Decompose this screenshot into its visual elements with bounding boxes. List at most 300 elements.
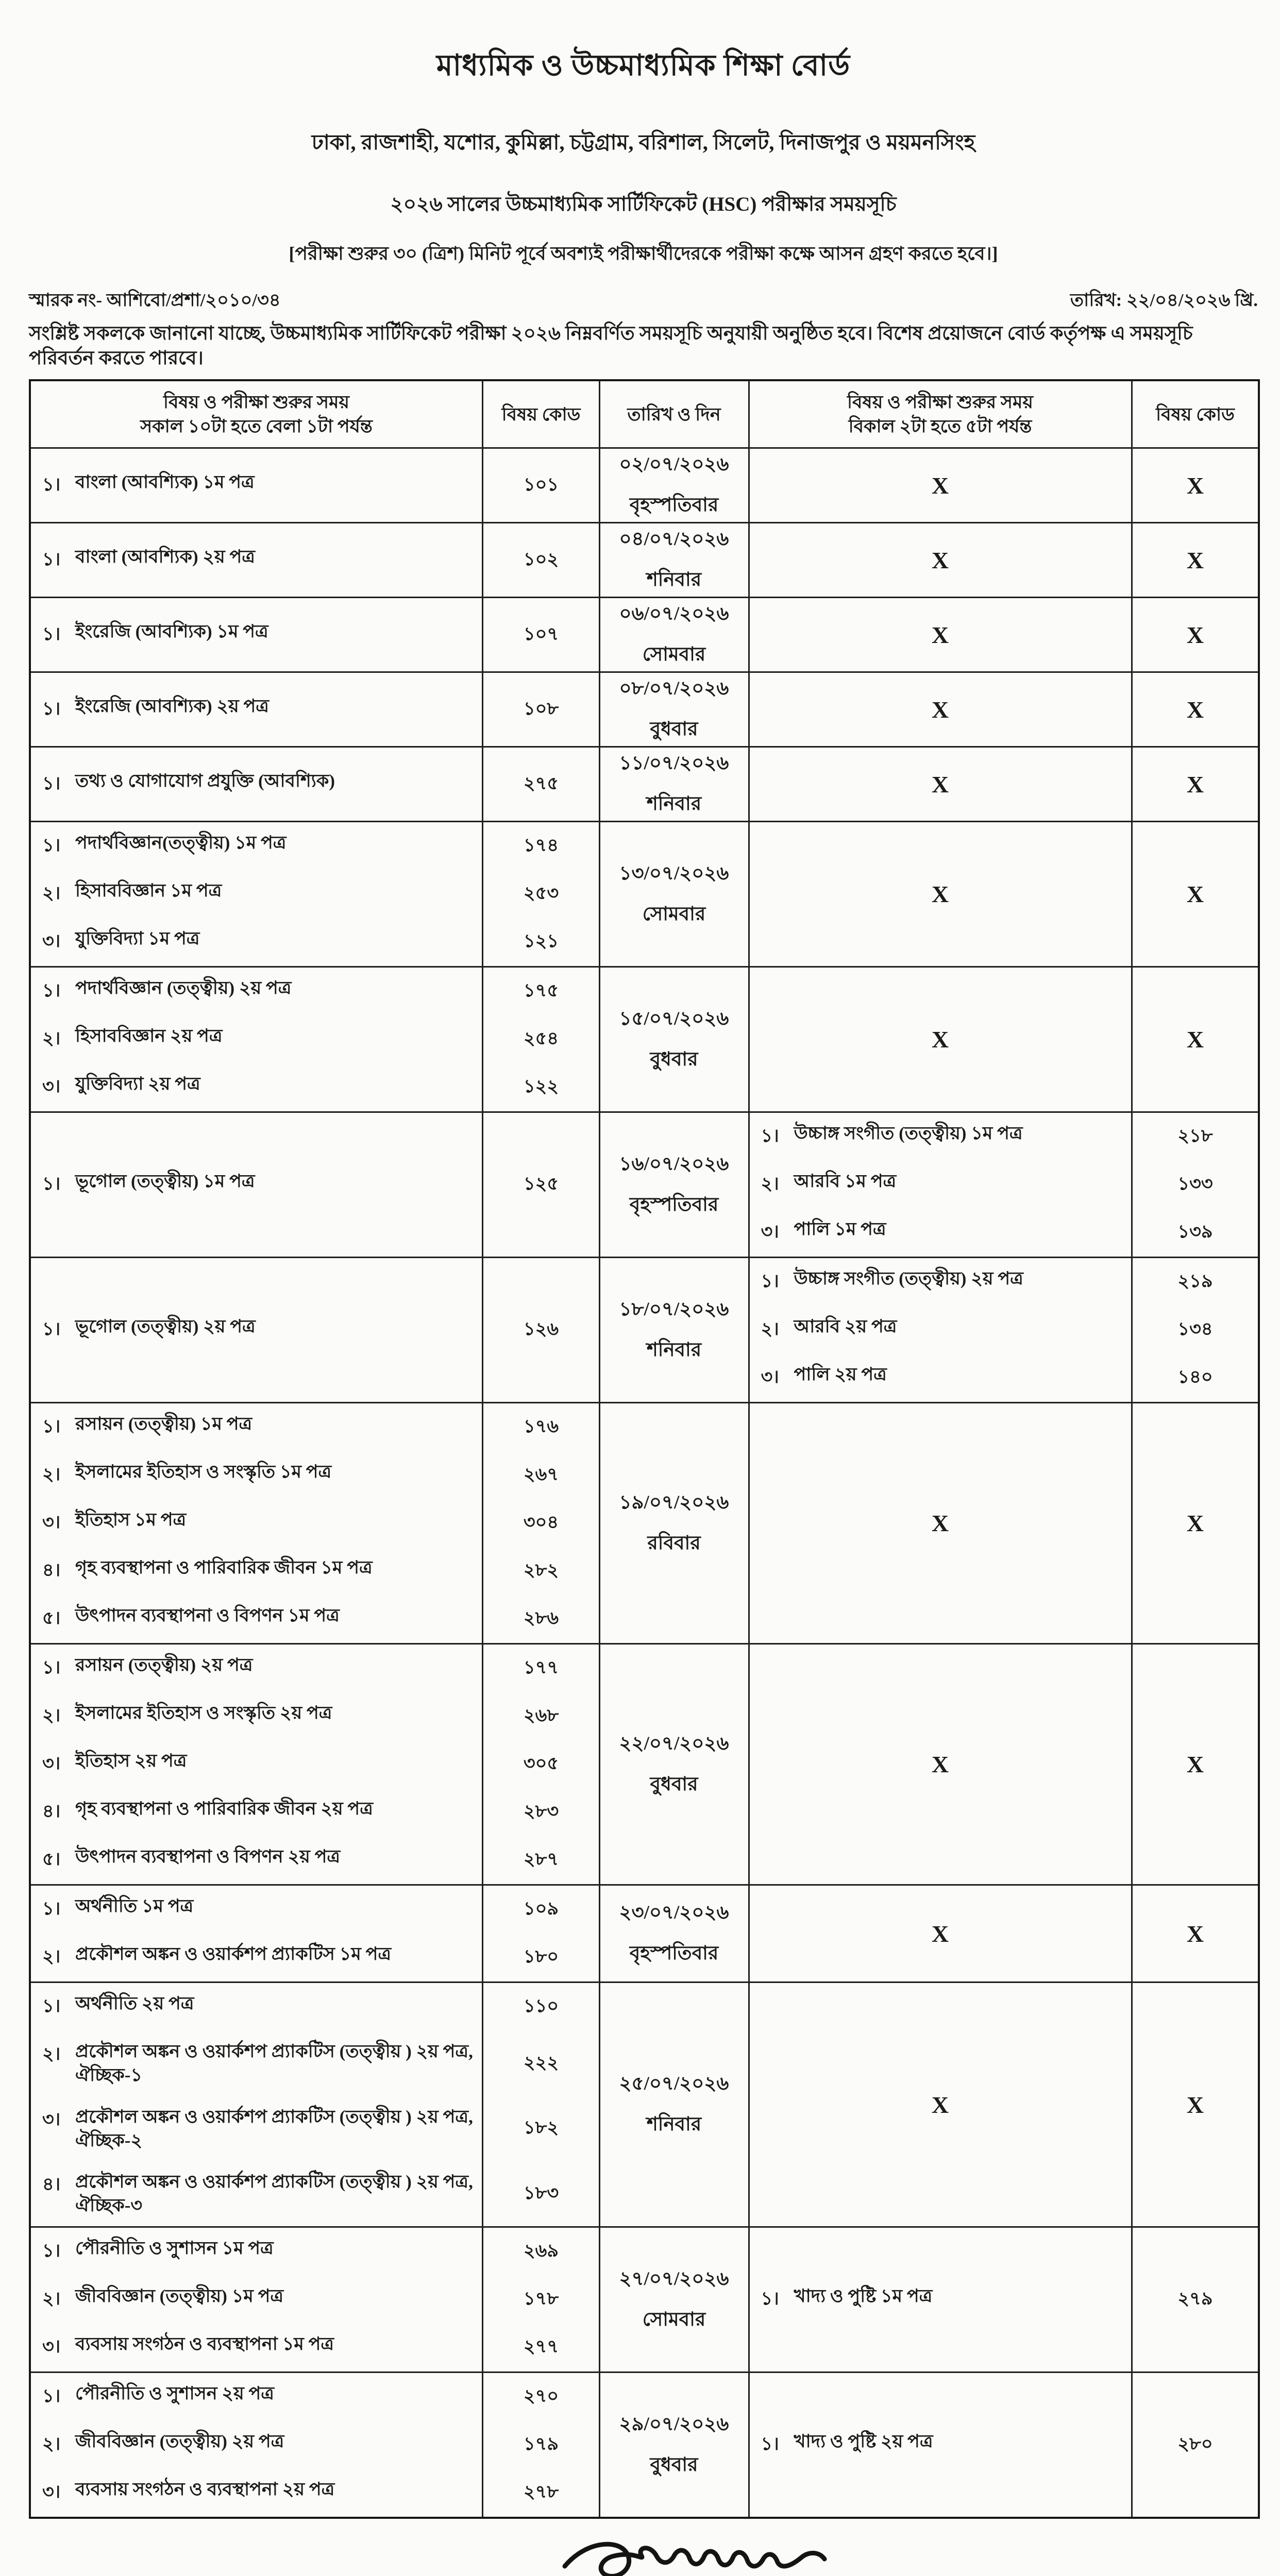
exam-day: সোমবার <box>642 903 706 925</box>
notice-paragraph: সংশ্লিষ্ট সকলকে জানানো যাচ্ছে, উচ্চমাধ্যমিক সার্টিফিকেট পরীক্ষা ২০২৬ নিম্নবর্ণিত সময়সূচি অনুযায়ী অনুষ্ঠিত হবে। বিশেষ প্রয়োজনে বোর্ড কর্তৃপক্ষ এ সময়সূচি পরিবর্তন করতে পারবে। <box>29 323 1193 369</box>
subject-code: ২৬৮ <box>523 1705 559 1726</box>
subject-name: গৃহ ব্যবস্থাপনা ও পারিবারিক জীবন ১ম পত্র <box>75 1557 373 1578</box>
subject-row <box>31 2421 600 2469</box>
afternoon-x-mark: X <box>931 472 949 499</box>
subject-code-list <box>750 1258 1260 1402</box>
subject-line <box>31 2096 482 2161</box>
subject-code: ২৫৪ <box>523 1028 559 1049</box>
subject-code: ২৭০ <box>523 2386 559 2406</box>
subject-cell <box>31 1886 482 1934</box>
exam-date: ২৫/০৭/২০২৬ <box>619 2073 729 2095</box>
subject-serial: ৪। <box>42 1801 61 1822</box>
afternoon-cell <box>749 1112 1259 1258</box>
afternoon-code-x-mark: X <box>1186 472 1204 499</box>
table-row <box>30 1982 1259 2227</box>
subject-name: ইংরেজি (আবশ্যিক) ১ম পত্র <box>75 621 268 641</box>
subject-line <box>31 2031 482 2096</box>
exam-date: ১৩/০৭/২০২৬ <box>619 862 729 884</box>
subject-cell <box>750 1161 1131 1209</box>
subject-serial: ৩। <box>42 1076 61 1097</box>
subject-code: ১২২ <box>523 1076 559 1097</box>
subject-serial: ২। <box>42 883 61 904</box>
subject-row <box>750 1209 1260 1257</box>
subject-name: ইসলামের ইতিহাস ও সংস্কৃতি ১ম পত্র <box>75 1462 332 1482</box>
date-cell <box>599 2372 749 2518</box>
subject-serial: ১। <box>761 1126 779 1146</box>
subject-name: ইসলামের ইতিহাস ও সংস্কৃতি ২য় পত্র <box>75 1703 332 1723</box>
subject-serial: ২। <box>42 1705 61 1726</box>
exam-date: ০৪/০৭/২০২৬ <box>619 529 729 550</box>
subject-name: উৎপাদন ব্যবস্থাপনা ও বিপণন ২য় পত্র <box>75 1846 341 1867</box>
subject-code-list-body <box>750 2421 1260 2469</box>
subject-serial: ১। <box>42 1657 61 1678</box>
subject-line <box>31 918 482 966</box>
subject-code: ১৮৩ <box>523 2182 559 2203</box>
subject-cell <box>31 1306 482 1354</box>
subject-line <box>750 1258 1131 1306</box>
subject-row <box>31 1983 600 2031</box>
morning-cell <box>30 1644 599 1885</box>
subject-cell <box>31 1063 482 1111</box>
date-cell <box>599 967 749 1112</box>
morning-cell <box>30 523 599 598</box>
subject-code: ২৮৩ <box>523 1801 559 1822</box>
table-row <box>30 2227 1259 2372</box>
subject-code: ১৮০ <box>523 1946 559 1967</box>
subject-code-list <box>750 2421 1260 2469</box>
subject-serial: ৩। <box>42 1512 61 1533</box>
x-row <box>750 1510 1260 1537</box>
subject-code: ১০৮ <box>523 698 559 719</box>
header-subject-code-afternoon: বিষয় কোড <box>1156 404 1235 425</box>
subject-cell <box>31 2096 482 2161</box>
afternoon-cell <box>749 747 1259 822</box>
subject-serial: ১। <box>42 623 61 644</box>
subject-code: ১৩৩ <box>1177 1174 1213 1194</box>
subject-line <box>31 1983 482 2031</box>
subject-row <box>31 686 600 734</box>
subject-code: ২৭৯ <box>1177 2289 1213 2309</box>
subject-serial: ১। <box>42 1174 61 1194</box>
subject-cell <box>31 611 482 659</box>
subject-row <box>31 1645 600 1692</box>
subject-cell <box>31 1692 482 1740</box>
afternoon-cell <box>749 1644 1259 1885</box>
afternoon-code-x-mark: X <box>1186 771 1204 798</box>
afternoon-cell <box>749 967 1259 1112</box>
afternoon-code-x-mark: X <box>1186 547 1204 573</box>
subject-code: ২৭৮ <box>523 2482 559 2502</box>
subject-serial: ১। <box>42 1416 61 1437</box>
afternoon-x-block <box>750 771 1260 798</box>
subject-serial: ২। <box>42 1028 61 1049</box>
subject-serial: ৩। <box>761 1367 779 1387</box>
subject-serial: ১। <box>761 2289 779 2309</box>
subject-cell <box>31 1015 482 1063</box>
subject-cell <box>31 1547 482 1595</box>
subject-cell <box>750 1306 1131 1354</box>
subject-code: ৩০৪ <box>523 1512 559 1533</box>
subject-line <box>31 2228 482 2276</box>
subject-line <box>31 1788 482 1836</box>
subject-code: ১২১ <box>523 931 559 952</box>
subject-row <box>31 2161 600 2226</box>
subject-name: হিসাববিজ্ঞান ২য় পত্র <box>75 1026 223 1046</box>
afternoon-x-mark: X <box>931 1026 949 1053</box>
exam-date: ১৮/০৭/২০২৬ <box>619 1298 729 1320</box>
exam-day: রবিবার <box>647 1532 701 1554</box>
afternoon-x-body <box>750 547 1260 574</box>
afternoon-x-block <box>750 472 1260 499</box>
subject-code-list <box>31 760 600 808</box>
subject-row <box>31 1403 600 1451</box>
subject-row <box>31 1063 600 1111</box>
subject-row <box>31 1499 600 1547</box>
exam-date: ২৭/০৭/২০২৬ <box>619 2268 729 2290</box>
subject-code: ২৬৯ <box>523 2241 559 2261</box>
subject-serial: ২। <box>42 2044 61 2064</box>
subject-code: ১০৭ <box>523 623 559 644</box>
subject-cell <box>750 1209 1131 1257</box>
subject-code: ২৭৫ <box>523 773 559 793</box>
subject-name: উচ্চাঙ্গ সংগীত (তত্ত্বীয়) ২য় পত্র <box>794 1268 1023 1289</box>
exam-day: বৃহস্পতিবার <box>629 1194 719 1215</box>
afternoon-x-block <box>750 1751 1260 1778</box>
table-row <box>30 2372 1259 2518</box>
afternoon-x-mark: X <box>931 696 949 723</box>
subject-name: যুক্তিবিদ্যা ১ম পত্র <box>75 928 200 949</box>
subject-cell <box>31 968 482 1015</box>
afternoon-x-mark: X <box>931 881 949 908</box>
subject-line <box>31 2469 482 2517</box>
header-morning-subject-label: বিষয় ও পরীক্ষা শুরুর সময় <box>163 392 350 412</box>
schedule-table <box>29 379 1260 2519</box>
subject-row <box>750 2421 1260 2469</box>
subject-code: ১৭৪ <box>523 835 559 856</box>
subject-serial: ১। <box>42 980 61 1001</box>
afternoon-x-mark: X <box>931 621 949 648</box>
subject-code-list-body <box>31 2373 600 2517</box>
subject-name: হিসাববিজ্ঞান ১ম পত্র <box>75 880 222 901</box>
subject-serial: ১। <box>42 2386 61 2406</box>
x-row <box>750 1026 1260 1053</box>
subject-serial: ৩। <box>42 1753 61 1774</box>
subject-row <box>31 1015 600 1063</box>
x-row <box>750 880 1260 908</box>
subject-code: ২১৯ <box>1177 1271 1213 1292</box>
subject-cell <box>31 2324 482 2371</box>
subject-code: ১০৯ <box>523 1899 559 1919</box>
subject-name: উৎপাদন ব্যবস্থাপনা ও বিপণন ১ম পত্র <box>75 1605 340 1626</box>
subject-code: ১৭৮ <box>523 2289 559 2309</box>
subject-line <box>31 2421 482 2469</box>
subject-cell <box>31 1645 482 1692</box>
x-row <box>750 547 1260 574</box>
header-subject-code-morning: বিষয় কোড <box>501 404 581 425</box>
board-title: মাধ্যমিক ও উচ্চমাধ্যমিক শিক্ষা বোর্ড <box>436 49 851 82</box>
subject-cell <box>31 1788 482 1836</box>
subject-name: ইতিহাস ১ম পত্র <box>75 1510 187 1530</box>
exam-date: ১৬/০৭/২০২৬ <box>619 1153 729 1175</box>
afternoon-x-block <box>750 1920 1260 1947</box>
morning-cell <box>30 2372 599 2518</box>
subject-code-list <box>31 1161 600 1209</box>
afternoon-x-body <box>750 1751 1260 1778</box>
subject-serial: ১। <box>761 2434 779 2454</box>
subject-name: ইংরেজি (আবশ্যিক) ২য় পত্র <box>75 696 269 716</box>
afternoon-cell <box>749 598 1259 672</box>
subject-code-list-body <box>31 1886 600 1981</box>
subject-serial: ১। <box>42 835 61 856</box>
subject-code-list-body <box>31 1983 600 2226</box>
header-afternoon-block <box>749 380 1259 448</box>
subject-line <box>31 1063 482 1111</box>
subject-name: প্রকৌশল অঙ্কন ও ওয়ার্কশপ প্র্যাকটিস (তত্ত্বীয় ) ২য় পত্র, ঐচ্ছিক-১ <box>75 2041 473 2086</box>
subject-serial: ১। <box>42 2241 61 2261</box>
subject-name: আরবি ১ম পত্র <box>794 1171 897 1192</box>
subject-line <box>31 870 482 918</box>
subject-name: জীববিজ্ঞান (তত্ত্বীয়) ১ম পত্র <box>75 2286 284 2307</box>
seating-instruction: [পরীক্ষা শুরুর ৩০ (ত্রিশ) মিনিট পূর্বে অবশ্যই পরীক্ষার্থীদেরকে পরীক্ষা কক্ষে আসন গ্রহণ করতে হবে।] <box>289 243 998 264</box>
subject-code: ৩০৫ <box>523 1753 559 1774</box>
x-row <box>750 771 1260 798</box>
memo-number: স্মারক নং- আশিবো/প্রশা/২০১০/৩৪ <box>29 290 281 310</box>
afternoon-x-block <box>750 696 1260 723</box>
morning-cell <box>30 967 599 1112</box>
afternoon-cell <box>749 822 1259 967</box>
subject-code-list-body <box>31 968 600 1111</box>
subject-row <box>31 918 600 966</box>
afternoon-x-mark: X <box>931 771 949 798</box>
subject-serial: ৩। <box>42 2482 61 2502</box>
exam-day: শনিবার <box>646 1339 702 1361</box>
subject-row <box>31 1161 600 1209</box>
morning-cell <box>30 747 599 822</box>
subject-row <box>750 1306 1260 1354</box>
exam-date: ১১/০৭/২০২৬ <box>619 753 729 774</box>
x-row <box>750 1751 1260 1778</box>
subject-cell <box>750 1258 1131 1306</box>
subject-line <box>31 1692 482 1740</box>
subject-code-list-body <box>31 760 600 808</box>
subject-serial: ১। <box>42 1899 61 1919</box>
subject-code: ১৭৭ <box>523 1657 559 1678</box>
subject-serial: ৪। <box>42 2174 61 2194</box>
subject-row <box>750 1258 1260 1306</box>
subject-code-list-body <box>31 536 600 584</box>
date-cell <box>599 598 749 672</box>
table-row <box>30 448 1259 523</box>
subject-name: রসায়ন (তত্ত্বীয়) ১ম পত্র <box>75 1414 252 1434</box>
subject-line <box>31 2276 482 2324</box>
subject-row <box>750 1113 1260 1161</box>
subject-code: ১৩৯ <box>1177 1222 1213 1242</box>
header-afternoon-subject-label: বিষয় ও পরীক্ষা শুরুর সময় <box>847 392 1034 412</box>
afternoon-code-x-mark: X <box>1186 1026 1204 1053</box>
subject-serial: ১। <box>42 1319 61 1340</box>
subject-code: ১৭৯ <box>523 2434 559 2454</box>
subject-serial: ৪। <box>42 1560 61 1581</box>
table-row <box>30 1403 1259 1644</box>
x-row <box>750 696 1260 723</box>
subject-line <box>31 968 482 1015</box>
subject-line <box>31 1595 482 1643</box>
subject-code-list-body <box>750 1113 1260 1257</box>
afternoon-x-body <box>750 880 1260 908</box>
subject-code: ২৭৭ <box>523 2336 559 2357</box>
subject-code-list <box>31 536 600 584</box>
morning-cell <box>30 2227 599 2372</box>
subject-code: ১০১ <box>523 474 559 495</box>
subject-name: গৃহ ব্যবস্থাপনা ও পারিবারিক জীবন ২য় পত্র <box>75 1799 373 1819</box>
afternoon-x-block <box>750 880 1260 908</box>
exam-date: ২৩/০৭/২০২৬ <box>619 1902 729 1924</box>
subject-serial: ৩। <box>42 2109 61 2129</box>
afternoon-x-mark: X <box>931 2091 949 2118</box>
afternoon-x-block <box>750 2091 1260 2119</box>
subject-code-list-body <box>31 462 600 510</box>
board-names: ঢাকা, রাজশাহী, যশোর, কুমিল্লা, চট্টগ্রাম, বরিশাল, সিলেট, দিনাজপুর ও ময়মনসিংহ <box>311 130 975 154</box>
subject-cell <box>31 2373 482 2421</box>
exam-day: শনিবার <box>646 793 702 815</box>
header-afternoon-time-label: বিকাল ২টা হতে ৫টা পর্যন্ত <box>848 416 1032 437</box>
subject-serial: ২। <box>42 1946 61 1967</box>
subject-code: ১৮২ <box>523 2117 559 2138</box>
subject-name: ব্যবসায় সংগঠন ও ব্যবস্থাপনা ২য় পত্র <box>75 2479 335 2500</box>
subject-code: ২৮৭ <box>523 1849 559 1870</box>
table-row <box>30 1644 1259 1885</box>
afternoon-cell <box>749 448 1259 523</box>
table-row <box>30 523 1259 598</box>
subject-code-list-body <box>31 686 600 734</box>
subject-code: ২৮০ <box>1177 2434 1213 2454</box>
signature <box>549 2526 838 2576</box>
subject-cell <box>31 2276 482 2324</box>
table-row <box>30 747 1259 822</box>
afternoon-cell <box>749 2227 1259 2372</box>
subject-line <box>31 822 482 870</box>
subject-row <box>31 2276 600 2324</box>
subject-serial: ৩। <box>42 2336 61 2357</box>
subject-line <box>750 2421 1131 2469</box>
subject-row <box>31 1740 600 1788</box>
subject-code-list <box>31 1306 600 1354</box>
subject-name: অর্থনীতি ১ম পত্র <box>75 1896 194 1917</box>
subject-line <box>31 2161 482 2226</box>
table-row <box>30 822 1259 967</box>
morning-cell <box>30 672 599 747</box>
date-cell <box>599 1258 749 1403</box>
afternoon-x-body <box>750 1510 1260 1537</box>
subject-serial: ২। <box>761 1174 779 1194</box>
subject-line <box>31 1934 482 1981</box>
subject-line <box>31 686 482 734</box>
subject-code-list <box>31 2228 600 2371</box>
subject-name: জীববিজ্ঞান (তত্ত্বীয়) ২য় পত্র <box>75 2431 284 2452</box>
subject-row <box>31 611 600 659</box>
subject-code-list-body <box>31 1161 600 1209</box>
afternoon-code-x-mark: X <box>1186 621 1204 648</box>
subject-line <box>750 1209 1131 1257</box>
subject-code-list-body <box>31 611 600 659</box>
subject-name: অর্থনীতি ২য় পত্র <box>75 1993 194 2014</box>
subject-code: ১০২ <box>523 549 559 569</box>
subject-code: ১২৫ <box>523 1174 559 1194</box>
subject-row <box>31 968 600 1015</box>
subject-cell <box>750 1354 1131 1402</box>
subject-row <box>31 1886 600 1934</box>
subject-cell <box>31 2421 482 2469</box>
header-morning-block <box>30 380 599 448</box>
subject-name: বাংলা (আবশ্যিক) ১ম পত্র <box>75 471 255 492</box>
morning-cell <box>30 1403 599 1644</box>
exam-date: ১৯/০৭/২০২৬ <box>619 1492 729 1513</box>
subject-cell <box>750 1113 1131 1161</box>
subject-code: ২২২ <box>523 2052 559 2073</box>
subject-name: প্রকৌশল অঙ্কন ও ওয়ার্কশপ প্র্যাকটিস (তত্ত্বীয় ) ২য় পত্র, ঐচ্ছিক-৩ <box>75 2171 473 2216</box>
subject-code: ২৫৩ <box>523 883 559 904</box>
subject-serial: ২। <box>42 1464 61 1485</box>
exam-date: ২৯/০৭/২০২৬ <box>619 2413 729 2435</box>
subject-code-list <box>31 1645 600 1884</box>
subject-code: ১৭৫ <box>523 980 559 1001</box>
table-row <box>30 1885 1259 1982</box>
afternoon-x-body <box>750 1920 1260 1947</box>
subject-cell <box>31 1161 482 1209</box>
subject-cell <box>31 2228 482 2276</box>
subject-cell <box>31 1403 482 1451</box>
exam-date: ০৬/০৭/২০২৬ <box>619 603 729 625</box>
subject-line <box>31 2373 482 2421</box>
subject-row <box>31 2324 600 2371</box>
date-cell <box>599 448 749 523</box>
subject-line <box>750 1113 1131 1161</box>
afternoon-cell <box>749 523 1259 598</box>
subject-code-list-body <box>31 1306 600 1354</box>
morning-cell <box>30 598 599 672</box>
subject-cell <box>31 1740 482 1788</box>
exam-day: বৃহস্পতিবার <box>629 1943 719 1964</box>
subject-name: আরবি ২য় পত্র <box>794 1316 897 1337</box>
subject-name: তথ্য ও যোগাযোগ প্রযুক্তি (আবশ্যিক) <box>75 770 335 791</box>
date-cell <box>599 1403 749 1644</box>
date-cell <box>599 1885 749 1982</box>
afternoon-x-body <box>750 1026 1260 1053</box>
afternoon-code-x-mark: X <box>1186 881 1204 908</box>
afternoon-x-block <box>750 547 1260 574</box>
morning-cell <box>30 1258 599 1403</box>
subject-cell <box>31 1836 482 1884</box>
subject-row <box>31 2373 600 2421</box>
subject-row <box>31 536 600 584</box>
subject-row <box>31 1547 600 1595</box>
subject-name: খাদ্য ও পুষ্টি ২য় পত্র <box>794 2431 933 2452</box>
subject-line <box>31 462 482 510</box>
subject-code: ২৮২ <box>523 1560 559 1581</box>
date-cell <box>599 2227 749 2372</box>
subject-cell <box>31 760 482 808</box>
afternoon-x-mark: X <box>931 547 949 573</box>
subject-line <box>31 1403 482 1451</box>
subject-name: ব্যবসায় সংগঠন ও ব্যবস্থাপনা ১ম পত্র <box>75 2334 334 2354</box>
exam-schedule-title: ২০২৬ সালের উচ্চমাধ্যমিক সার্টিফিকেট (HSC) পরীক্ষার সময়সূচি <box>390 193 897 215</box>
afternoon-x-body <box>750 2091 1260 2119</box>
subject-serial: ৫। <box>42 1849 61 1870</box>
subject-serial: ১। <box>42 773 61 793</box>
header-date-day: তারিখ ও দিন <box>599 380 749 448</box>
subject-serial: ৩। <box>42 931 61 952</box>
table-row <box>30 1112 1259 1258</box>
